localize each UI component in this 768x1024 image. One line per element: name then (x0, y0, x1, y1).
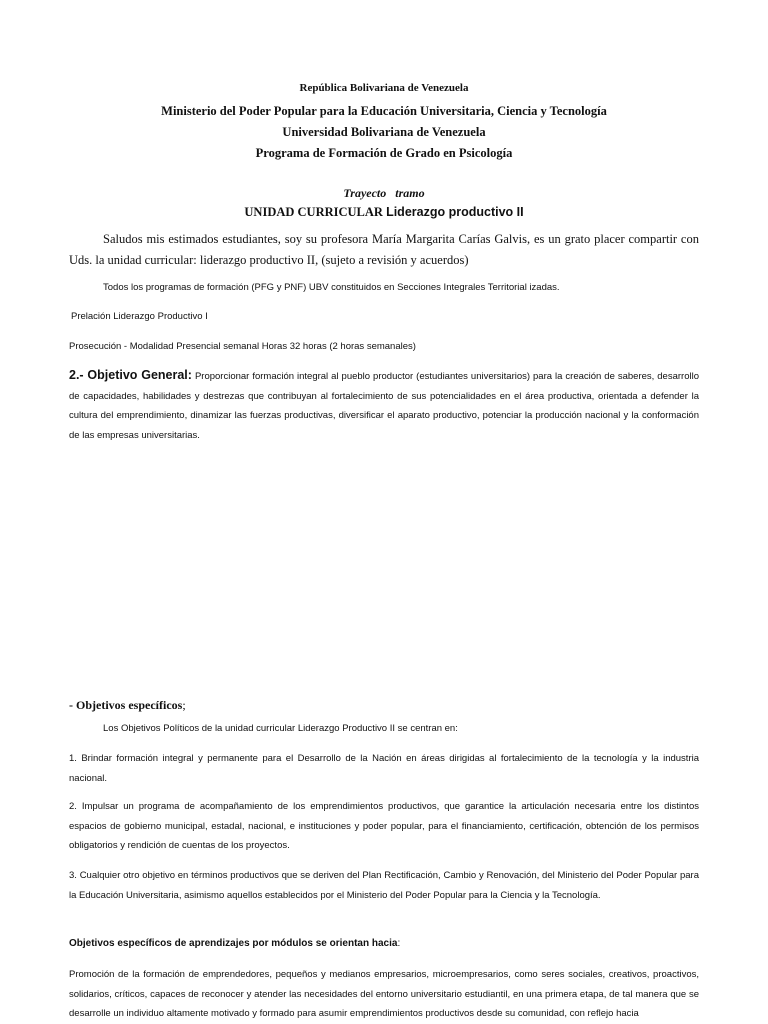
objetivo-general-heading: 2.- Objetivo General: (69, 368, 192, 382)
prosecucion-text: Prosecución - Modalidad Presencial semanal Horas 32 horas (2 horas semanales) (69, 341, 416, 352)
objetivo-item-1: 1. Brindar formación integral y permanente para el Desarrollo de la Nación en áreas dirigidas al fortalecimiento de la tecnología y la industria nacional. (69, 753, 699, 784)
objetivos-politicos-intro: Los Objetivos Políticos de la unidad curricular Liderazgo Productivo II se centran en: (103, 723, 458, 734)
unidad-prefix: UNIDAD CURRICULAR (244, 205, 387, 219)
objetivos-especificos-semicolon: ; (182, 698, 186, 712)
objetivos-especificos-heading (69, 698, 699, 713)
aprendizajes-colon: : (397, 938, 401, 949)
objetivo-general-text: Proporcionar formación integral al pueblo productor (estudiantes universitarios) para la creación de saberes, desarrollo de capacidades, habilidades y destrezas que contribuyan al fortalecimiento de sus potencialidades en el área productiva, orientada a defender la cultura del emprendimiento, dinamizar las fuerzas productivas, diversificar el aparato productivo, potenciar la producción nacional y la conformación de las empresas universitarias. (69, 371, 699, 441)
programas-text: Todos los programas de formación (PFG y PNF) UBV constituidos en Secciones Integrales Territorial izadas. (103, 282, 560, 293)
aprendizajes-heading (69, 938, 699, 949)
trayecto-title: Trayecto tramo (343, 186, 425, 200)
saludo-paragraph: Saludos mis estimados estudiantes, soy su profesora María Margarita Carías Galvis, es un grato placer compartir con Uds. la unidad curricular: liderazgo productivo II, (sujeto a revisión y acuerdos) (69, 232, 699, 267)
objetivo-item-3: 3. Cualquier otro objetivo en términos productivos que se deriven del Plan Rectificación, Cambio y Renovación, del Ministerio del Poder Popular para la Educación Universitaria, asimismo aquellos establecidos por el Ministerio del Poder Popular para la Ciencia y la Tecnología. (69, 870, 699, 901)
aprendizajes-title: Objetivos específicos de aprendizajes por módulos se orientan hacia (69, 938, 398, 949)
unidad-name: Liderazgo productivo II (386, 205, 524, 219)
header-republica: República Bolivariana de Venezuela (299, 82, 469, 94)
prelacion-text: Prelación Liderazgo Productivo I (71, 311, 208, 322)
header-programa: Programa de Formación de Grado en Psicología (255, 146, 513, 160)
unidad-curricular-title (0, 205, 768, 220)
objetivos-especificos-title: - Objetivos específicos (69, 698, 183, 712)
header-ministerio: Ministerio del Poder Popular para la Educación Universitaria, Ciencia y Tecnología (161, 104, 607, 118)
header-universidad: Universidad Bolivariana de Venezuela (282, 125, 486, 139)
aprendizajes-paragraph: Promoción de la formación de emprendedores, pequeños y medianos empresarios, microempresarios, como seres sociales, creativos, proactivos, solidarios, críticos, capaces de reconocer y atender las necesidades del entorno universitario estudiantil, en una primera etapa, de tal manera que se desarrolle un individuo altamente motivado y formado para asumir emprendimientos productivos desde su comunidad, con reflejo hacia (69, 969, 699, 1019)
objetivo-item-2: 2. Impulsar un programa de acompañamiento de los emprendimientos productivos, que garantice la articulación necesaria entre los distintos espacios de gobierno municipal, estadal, nacional, e instituciones y poder popular, para el financiamiento, certificación, obtención de los permisos obligatorios y rendición de cuentas de los proyectos. (69, 801, 699, 851)
objetivo-general-paragraph (69, 366, 699, 445)
